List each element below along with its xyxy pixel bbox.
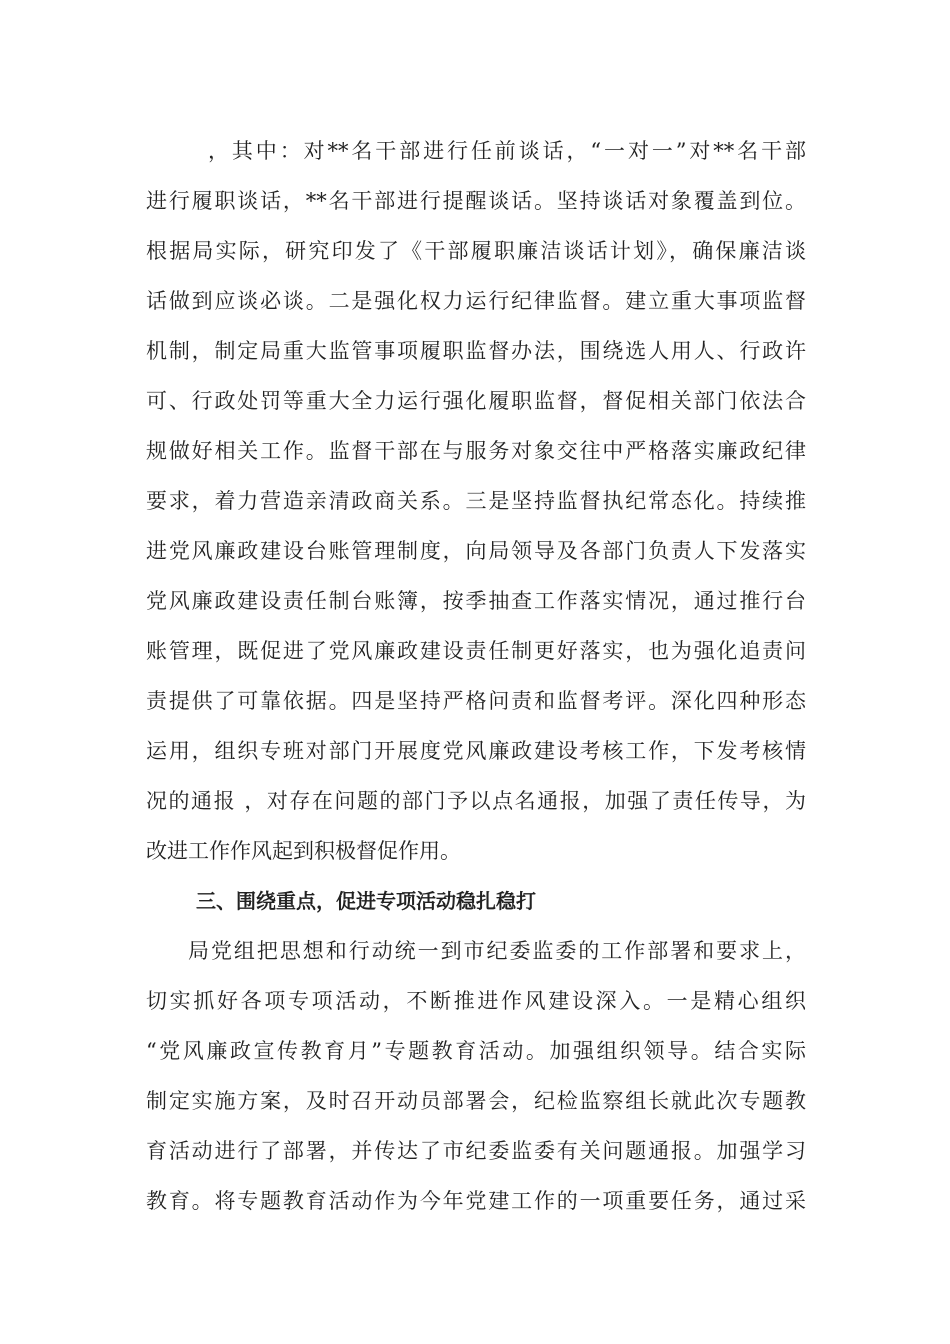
text-line: “党风廉政宣传教育月”专题教育活动。加强组织领导。结合实际 [146, 1039, 806, 1063]
text-line: 责提供了可靠依据。四是坚持严格问责和监督考评。深化四种形态 [146, 689, 806, 713]
text-line: 进党风廉政建设台账管理制度，向局领导及各部门负责人下发落实 [146, 539, 806, 563]
section-heading: 三、围绕重点，促进专项活动稳扎稳打 [196, 889, 536, 913]
text-line: 账管理，既促进了党风廉政建设责任制更好落实，也为强化追责问 [146, 639, 806, 663]
text-line: 况的通报 ，对存在问题的部门予以点名通报，加强了责任传导，为 [146, 789, 806, 813]
text-line: 运用，组织专班对部门开展度党风廉政建设考核工作，下发考核情 [146, 739, 806, 763]
document-body [146, 126, 806, 1226]
text-line: ，其中：对**名干部进行任前谈话，“一对一”对**名干部 [208, 139, 806, 163]
text-line: 制定实施方案，及时召开动员部署会，纪检监察组长就此次专题教 [146, 1089, 806, 1113]
text-line: 进行履职谈话，**名干部进行提醒谈话。坚持谈话对象覆盖到位。 [146, 189, 806, 213]
text-line: 党风廉政建设责任制台账簿，按季抽查工作落实情况，通过推行台 [146, 589, 806, 613]
text-line: 教育。将专题教育活动作为今年党建工作的一项重要任务，通过采 [146, 1189, 806, 1213]
text-line: 改进工作作风起到积极督促作用。 [146, 839, 461, 863]
text-line: 育活动进行了部署，并传达了市纪委监委有关问题通报。加强学习 [146, 1139, 806, 1163]
text-line: 切实抓好各项专项活动，不断推进作风建设深入。一是精心组织 [146, 989, 806, 1013]
text-line: 要求，着力营造亲清政商关系。三是坚持监督执纪常态化。持续推 [146, 489, 806, 513]
text-line: 话做到应谈必谈。二是强化权力运行纪律监督。建立重大事项监督 [146, 289, 806, 313]
paragraph-2 [146, 926, 806, 1226]
paragraph-1 [146, 126, 806, 876]
text-line: 局党组把思想和行动统一到市纪委监委的工作部署和要求上， [188, 939, 806, 963]
text-line: 根据局实际，研究印发了《干部履职廉洁谈话计划》，确保廉洁谈 [146, 239, 806, 263]
text-line: 规做好相关工作。监督干部在与服务对象交往中严格落实廉政纪律 [146, 439, 806, 463]
text-line: 可、行政处罚等重大全力运行强化履职监督，督促相关部门依法合 [146, 389, 806, 413]
text-line: 机制，制定局重大监管事项履职监督办法，围绕选人用人、行政许 [146, 339, 806, 363]
